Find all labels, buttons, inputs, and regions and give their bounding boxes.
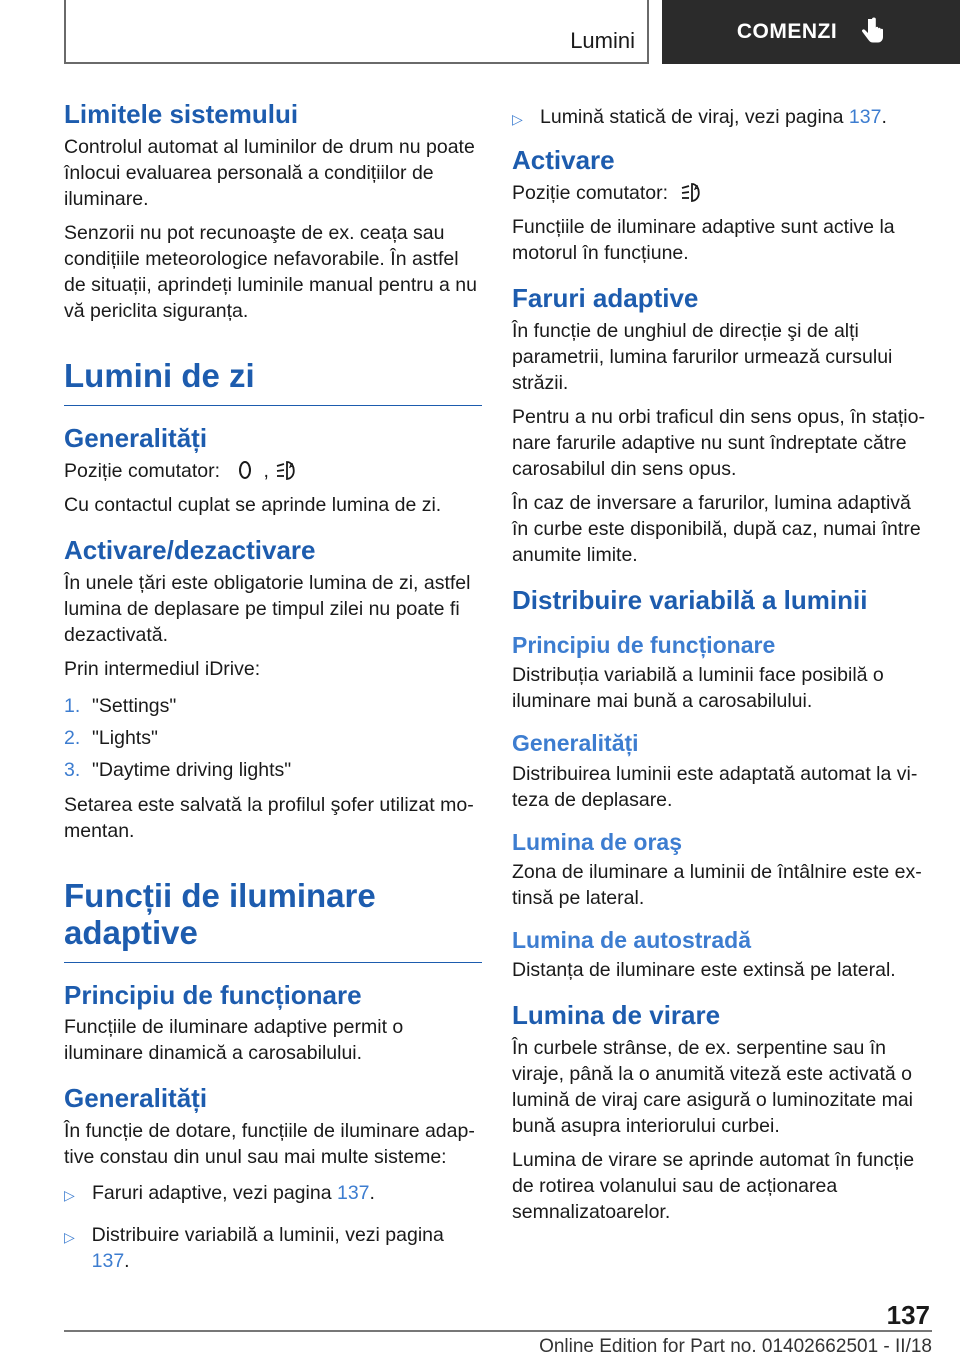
triangle-bullet-icon: ▷ [64, 1187, 75, 1204]
step-item [64, 722, 482, 754]
switch-position-line [64, 458, 482, 484]
paragraph: Controlul automat al luminilor de drum nu poate înlocui evaluarea personală a condițiilor de iluminare. [64, 135, 475, 210]
step-text: "Daytime driving lights" [92, 758, 292, 781]
footer-rule [64, 1330, 932, 1332]
switch-position-separator: , [263, 459, 269, 482]
systems-list-continued [512, 104, 932, 132]
list-item-text: Distribuire variabilă a luminii, vezi pagina [91, 1224, 444, 1247]
heading-activare-dezactivare: Activare/dezactivare [64, 534, 316, 565]
paragraph: Distanța de iluminare este extinsă pe lateral. [512, 959, 896, 982]
page-link[interactable]: 137 [91, 1250, 125, 1273]
switch-off-icon [232, 459, 258, 481]
paragraph: În caz de inversare a farurilor, lumina adaptivă în curbe este disponibilă, după caz, numai între anumite limite. [512, 491, 921, 566]
header-divider [647, 0, 649, 64]
heading-generalitati: Generalități [512, 730, 639, 757]
page-link[interactable]: 137 [336, 1182, 370, 1205]
heading-principiu-functionare: Principiu de funcționare [512, 631, 776, 658]
heading-functii-iluminare-adaptive: Funcții de iluminare adaptive [64, 878, 482, 963]
heading-activare: Activare [512, 145, 615, 175]
paragraph: Setarea este salvată la profilul şofer utilizat momentan. [64, 793, 474, 842]
page-number: 137 [886, 1300, 930, 1330]
footer-edition: Online Edition for Part no. 01402662501 - II/18 [539, 1336, 932, 1357]
header-section-title: Lumini [570, 28, 635, 53]
triangle-bullet-icon: ▷ [64, 1229, 75, 1246]
chapter-tab-label: COMENZI [736, 20, 838, 43]
right-column [512, 100, 932, 1233]
left-column [64, 100, 482, 1288]
list-item-tail: . [369, 1182, 375, 1205]
list-item [512, 104, 932, 132]
list-item-text: Lumină statică de viraj, vezi pagina [540, 106, 849, 128]
heading-distribuire-variabila: Distribuire variabilă a luminii [512, 584, 868, 615]
paragraph: În unele țări este obligatorie lumina de zi, astfel lumina de deplasare pe timpul zilei nu poate fi dezactivată. [64, 571, 471, 646]
heading-lumina-de-virare: Lumina de virare [512, 1000, 721, 1031]
step-item [64, 754, 482, 786]
paragraph: Distribuția variabilă a luminii face posibilă o iluminare mai bună a carosabilului. [512, 664, 884, 713]
header-chapter-tab[interactable] [662, 0, 960, 64]
paragraph: Funcțiile de iluminare adaptive sunt active la motorul în funcțiune. [512, 215, 895, 264]
list-item [64, 1222, 482, 1274]
step-number: 3. [64, 758, 81, 781]
paragraph: Prin intermediul iDrive: [64, 657, 261, 680]
paragraph: Pentru a nu orbi traficul din sens opus, în staționare farurile adaptive nu sunt îndreptate către carosabilul din sens opus. [512, 405, 925, 480]
auto-headlight-icon [275, 459, 301, 481]
list-item-tail: . [124, 1250, 130, 1273]
switch-position-line [512, 180, 932, 206]
paragraph: Senzorii nu pot recunoaşte de ex. ceața sau condițiile meteorologice nefavorabile. În astfel de situații, aprindeți luminile manual pentru a nu vă periclita siguranța. [64, 221, 477, 322]
paragraph: În funcție de unghiul de direcție şi de alți parametrii, lumina farurilor urmează cursului străzii. [512, 319, 893, 394]
header-left-rule [64, 0, 66, 64]
list-item-text: Faruri adaptive, vezi pagina [92, 1182, 337, 1205]
paragraph: Zona de iluminare a luminii de întâlnire este extinsă pe lateral. [512, 860, 922, 909]
step-number: 1. [64, 694, 81, 717]
auto-headlight-icon [680, 181, 706, 203]
step-item [64, 690, 482, 722]
header-bottom-rule [64, 62, 648, 64]
switch-position-label: Poziție comutator: [64, 459, 221, 482]
paragraph: Lumina de virare se aprinde automat în funcție de rotirea volanului sau de acționarea semnalizatoarelor. [512, 1149, 915, 1224]
svg-text:A: A [693, 183, 699, 192]
heading-lumini-de-zi: Lumini de zi [64, 358, 482, 406]
paragraph: În funcție de dotare, funcțiile de iluminare adaptive constau din unul sau mai multe sisteme: [64, 1120, 475, 1169]
pointing-hand-icon [859, 17, 885, 47]
switch-position-label: Poziție comutator: [512, 181, 669, 204]
heading-principiu-functionare: Principiu de funcționare [64, 979, 362, 1010]
heading-limitele-sistemului: Limitele sistemului [64, 99, 299, 129]
heading-lumina-de-autostrada: Lumina de autostradă [512, 926, 751, 953]
paragraph: În curbele strânse, de ex. serpentine sau în viraje, până la o anumită viteză este activată o lumină de viraj care asigură o luminozitate mai bună asupra interiorului curbei. [512, 1037, 914, 1138]
steps-list [64, 690, 482, 786]
step-text: "Settings" [92, 694, 177, 717]
list-item [64, 1180, 482, 1208]
heading-lumina-de-oras: Lumina de oraş [512, 828, 682, 855]
systems-list [64, 1180, 482, 1274]
paragraph: Distribuirea luminii este adaptată automat la viteza de deplasare. [512, 762, 918, 811]
step-number: 2. [64, 726, 81, 749]
list-item-tail: . [881, 106, 887, 128]
heading-faruri-adaptive: Faruri adaptive [512, 282, 699, 313]
heading-generalitati: Generalități [64, 1083, 208, 1114]
triangle-bullet-icon: ▷ [512, 111, 523, 127]
page-link[interactable]: 137 [848, 106, 882, 128]
paragraph: Cu contactul cuplat se aprinde lumina de zi. [64, 493, 442, 516]
svg-text:A: A [288, 461, 295, 470]
heading-generalitati: Generalități [64, 422, 208, 453]
step-text: "Lights" [92, 726, 158, 749]
paragraph: Funcțiile de iluminare adaptive permit o iluminare dinamică a carosabilului. [64, 1016, 404, 1065]
